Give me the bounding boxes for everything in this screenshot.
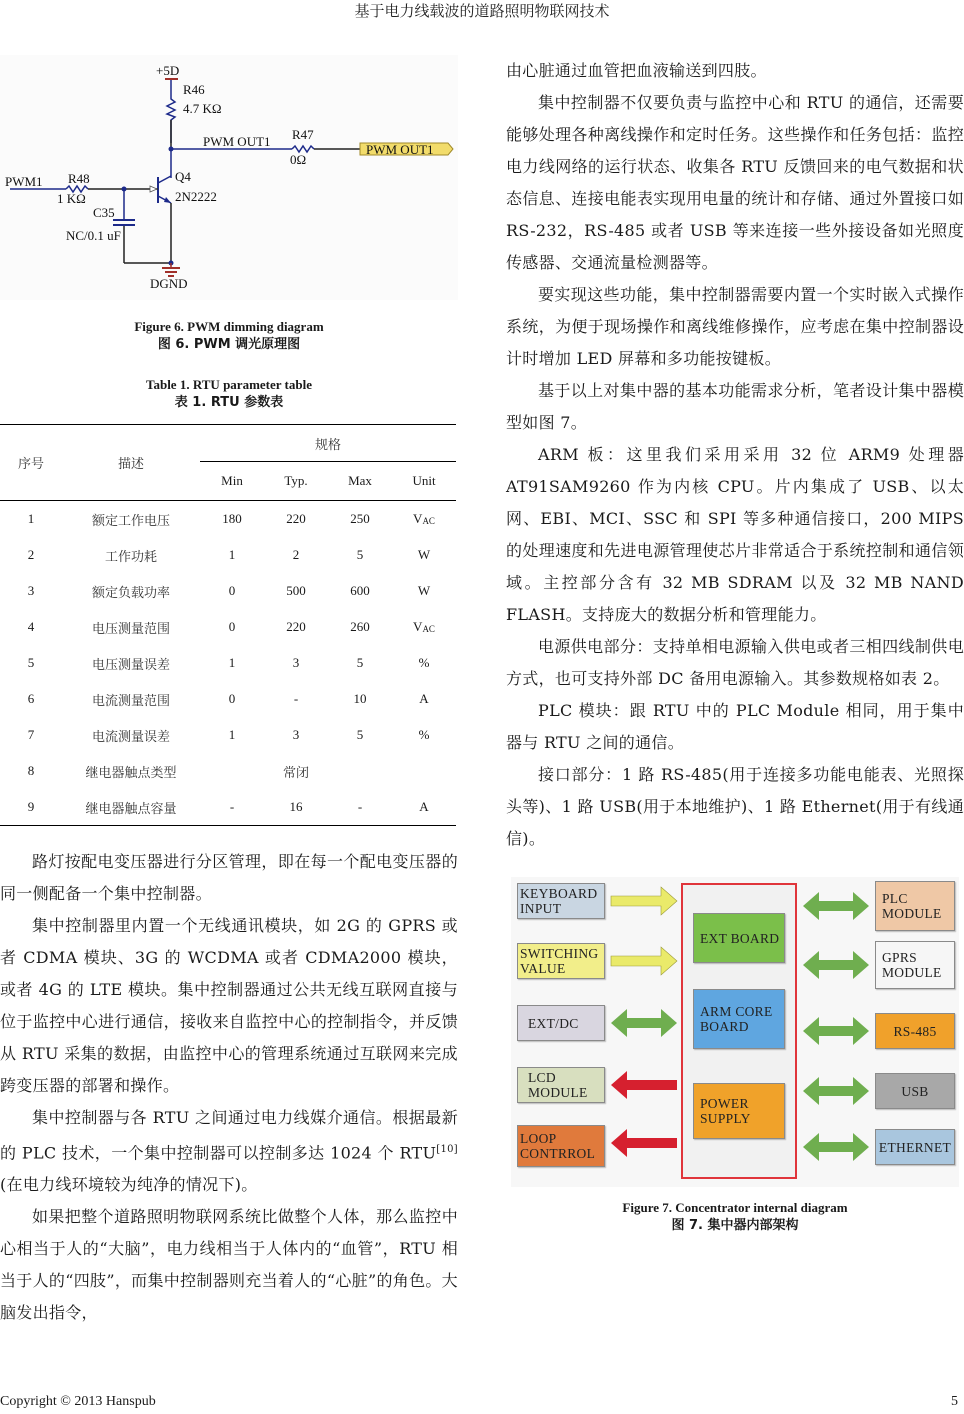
cell-max: 5 — [356, 727, 364, 742]
q4-name: Q4 — [175, 169, 191, 184]
center-block-arm-core — [693, 989, 785, 1049]
block-label-line: ARM CORE — [700, 1004, 773, 1019]
right-column — [506, 55, 964, 1235]
table1-caption-zh: 表 1. RTU 参数表 — [174, 395, 284, 410]
unit-main: V — [413, 511, 423, 526]
block-label-line: INPUT — [520, 901, 562, 916]
block-label-line: SUPPLY — [700, 1111, 751, 1126]
cell-max: 260 — [350, 619, 370, 634]
citation-ref[interactable]: [10] — [436, 1144, 458, 1155]
cell-desc: 额定负载功率 — [91, 585, 170, 601]
block-label-line: MODULE — [528, 1085, 588, 1100]
r46-value: 4.7 KΩ — [183, 101, 222, 116]
cell-typ: 220 — [286, 511, 306, 526]
block-label-line: LCD — [528, 1070, 556, 1085]
unit-main: A — [419, 691, 429, 706]
cell-index: 3 — [27, 583, 35, 598]
cell-typ: 3 — [292, 655, 300, 670]
c35-value: NC/0.1 uF — [66, 228, 121, 243]
rtu-parameter-table — [0, 424, 456, 826]
figure7-caption — [506, 1199, 964, 1235]
cell-unit — [392, 573, 456, 609]
paragraph: 接口部分：1 路 RS-485(用于连接多功能电能表、光照探头等)、1 路 USB(用于本地维护)、1 路 Ethernet(用于有线通信)。 — [506, 765, 964, 848]
block-label-line: LOOP — [520, 1131, 557, 1146]
cell-typ: 220 — [286, 619, 306, 634]
paragraph: 基于以上对集中器的基本功能需求分析，笔者设计集中器模型如图 7。 — [506, 381, 964, 432]
header-index: 序号 — [0, 425, 62, 501]
cell-unit — [392, 681, 456, 717]
cell-min: - — [200, 789, 264, 826]
table-row — [0, 717, 456, 753]
right-block-usb — [875, 1073, 955, 1109]
block-label-line: EXT/DC — [528, 1015, 579, 1031]
r48-name: R48 — [68, 171, 90, 186]
port-label: PWM OUT1 — [366, 142, 434, 157]
block-label-line: MODULE — [882, 965, 942, 980]
copyright: Copyright © 2013 Hanspub — [0, 1394, 156, 1409]
block-label-line: PLC — [882, 891, 908, 906]
cell-index: 1 — [27, 511, 35, 526]
text-span: 集中控制器与各 RTU 之间通过电力线媒介通信。根据最新的 PLC 技术，一个集中控制器可以控制多达 1024 个 RTU — [0, 1108, 458, 1163]
left-block-loop — [517, 1125, 605, 1167]
center-block-ext-board — [693, 913, 785, 963]
block-label — [700, 931, 779, 946]
header-desc: 描述 — [62, 425, 200, 501]
q4-part: 2N2222 — [175, 189, 217, 204]
cell-typ: 500 — [286, 583, 306, 598]
cell-index: 4 — [27, 619, 35, 634]
cell-min: 1 — [228, 727, 236, 742]
block-label-line: EXT BOARD — [700, 930, 780, 946]
header-typ: Typ. — [264, 462, 328, 501]
cell-max: 10 — [353, 691, 367, 706]
table-row — [0, 681, 456, 717]
cell-desc: 电流测量误差 — [91, 729, 170, 745]
cell-unit — [392, 609, 456, 645]
block-label — [700, 1004, 773, 1034]
unit-main: A — [419, 799, 429, 814]
text-span: (在电力线环境较为纯净的情况下)。 — [0, 1175, 258, 1195]
left-block-switching — [517, 943, 605, 979]
cell-min: 0 — [228, 619, 236, 634]
arrow-bidirectional-icon — [803, 892, 869, 920]
cell-index: 2 — [27, 547, 35, 562]
paragraph: 路灯按配电变压器进行分区管理，即在每一个配电变压器的同一侧配备一个集中控制器。 — [0, 852, 458, 903]
left-block-lcd — [517, 1067, 605, 1103]
figure6-caption-zh: 图 6. PWM 调光原理图 — [157, 337, 301, 352]
block-label-line: ETHERNET — [878, 1139, 952, 1155]
cell-max: 5 — [356, 547, 364, 562]
paragraph: 集中控制器里内置一个无线通讯模块，如 2G 的 GPRS 或者 CDMA 模块、3G 的 WCDMA 或者 CDMA2000 模块，或者 4G 的 LTE 模块。集中控制器通过公共无线互联网直接与位于监控中心进行通信，接收来自监控中心的控制指令，并反馈从 RTU 采集的数据，由监控中心的管理系统通过互联网来完成跨变压器的部署和操作。 — [0, 916, 458, 1095]
block-label — [879, 1140, 951, 1155]
cell-unit — [392, 501, 456, 538]
block-label — [700, 1096, 751, 1126]
figure7-caption-zh: 图 7. 集中器内部架构 — [671, 1218, 799, 1233]
left-body-text — [0, 846, 458, 1329]
unit-main: W — [417, 547, 431, 562]
table-row — [0, 537, 456, 573]
table-row — [0, 645, 456, 681]
cell-typ: - — [293, 691, 299, 706]
concentrator-block-diagram — [511, 877, 959, 1187]
r47-value: 0Ω — [290, 152, 307, 167]
paragraph: 要实现这些功能，集中控制器需要内置一个实时嵌入式操作系统，为便于现场操作和离线维修操作，应考虑在集中控制器设计时增加 LED 屏幕和多功能按键板。 — [506, 285, 964, 368]
right-block-ethernet — [875, 1129, 955, 1165]
table1-caption-en: Table 1. RTU parameter table — [145, 377, 312, 392]
header-unit: Unit — [392, 462, 456, 501]
left-block-ext-dc — [517, 1005, 605, 1041]
unit-main: V — [413, 619, 423, 634]
table-row — [0, 753, 456, 789]
circuit-schematic — [0, 55, 458, 300]
block-label-line: VALUE — [520, 961, 566, 976]
arrow-out-icon — [611, 1071, 677, 1099]
arrow-bidirectional-icon — [803, 1017, 869, 1045]
arrow-bidirectional-icon — [803, 1133, 869, 1161]
c35-name: C35 — [93, 205, 115, 220]
figure7-caption-en: Figure 7. Concentrator internal diagram — [622, 1200, 848, 1215]
table-row — [0, 501, 456, 538]
block-label-line: GPRS — [882, 950, 917, 965]
r48-value: 1 KΩ — [57, 191, 86, 206]
header-min: Min — [200, 462, 264, 501]
arrow-bidirectional-icon — [803, 1077, 869, 1105]
unit-main: W — [417, 583, 431, 598]
block-label-line: BOARD — [700, 1019, 749, 1034]
cell-desc: 电流测量范围 — [91, 693, 170, 709]
cell-min: 0 — [228, 691, 236, 706]
cell-index: 6 — [27, 691, 35, 706]
cell-index: 9 — [0, 789, 62, 826]
cell-index: 5 — [27, 655, 35, 670]
net-label: PWM OUT1 — [203, 134, 271, 149]
block-label-line: CONTRROL — [520, 1146, 596, 1161]
cell-desc: 额定工作电压 — [91, 513, 170, 529]
header-spec: 规格 — [200, 425, 456, 462]
running-header: 基于电力线载波的道路照明物联网技术 — [354, 2, 610, 20]
left-column — [0, 55, 458, 1329]
block-label — [901, 1084, 928, 1099]
table1-caption — [0, 376, 458, 412]
cell-unit — [392, 645, 456, 681]
cell-min: 0 — [228, 583, 236, 598]
cell-unit — [392, 717, 456, 753]
arrow-in-icon — [611, 947, 677, 975]
cell-typ: 16 — [264, 789, 328, 826]
cell-unit — [392, 789, 456, 826]
center-block-power — [693, 1083, 785, 1139]
unit-subscript: AC — [422, 624, 435, 634]
cell-desc: 工作功耗 — [104, 549, 157, 565]
left-block-keyboard — [517, 883, 605, 919]
arrow-bidirectional-icon — [611, 1009, 677, 1037]
cell-desc: 继电器触点类型 — [85, 765, 177, 781]
right-block-gprs — [875, 941, 955, 989]
cell-max: 250 — [350, 511, 370, 526]
cell-min: 180 — [222, 511, 242, 526]
cell-unit — [392, 537, 456, 573]
paragraph: 集中控制器不仅要负责与监控中心和 RTU 的通信，还需要能够处理各种离线操作和定时任务。这些操作和任务包括：监控电力线网络的运行状态、收集各 RTU 反馈回来的电气数据和状态信息、连接电能表实现用电量的统计和存储、通过外置接口如 RS-232，RS-485 或者 USB 等来连接一些外接设备如光照度传感器、交通流量检测器等。 — [506, 93, 964, 272]
block-label — [882, 950, 942, 980]
cell-max: 5 — [356, 655, 364, 670]
vcc-label: +5D — [156, 63, 180, 78]
paragraph: 如果把整个道路照明物联网系统比做整个人体，那么监控中心相当于人的“大脑”，电力线相当于人体内的“血管”，RTU 相当于人的“四肢”，而集中控制器则充当着人的“心脏”的角色。大脑发出指令， — [0, 1207, 458, 1323]
right-block-plc — [875, 881, 955, 931]
pwm-input-label: PWM1 — [5, 174, 43, 189]
paragraph — [0, 1102, 458, 1201]
gnd-label: DGND — [150, 276, 188, 291]
cell-max: 600 — [350, 583, 370, 598]
table-row — [0, 573, 456, 609]
cell-min: 1 — [228, 547, 236, 562]
header-max: Max — [328, 462, 392, 501]
figure7 — [506, 877, 964, 1235]
block-label-line: POWER — [700, 1096, 749, 1111]
arrow-bidirectional-icon — [803, 951, 869, 979]
block-label — [882, 891, 942, 921]
cell-desc: 电压测量误差 — [91, 657, 170, 673]
unit-subscript: AC — [422, 516, 435, 526]
block-label — [528, 1070, 588, 1100]
table-row — [0, 789, 456, 826]
paragraph: 电源供电部分：支持单相电源输入供电或者三相四线制供电方式，也可支持外部 DC 备用电源输入。其参数规格如表 2。 — [506, 637, 964, 688]
cell-min: 1 — [228, 655, 236, 670]
unit-main: % — [418, 727, 430, 742]
page-number: 5 — [951, 1394, 958, 1409]
cell-desc: 继电器触点容量 — [62, 789, 200, 826]
q4-collector — [158, 176, 171, 183]
cell-merged-spec: 常闭 — [282, 765, 309, 781]
r47-name: R47 — [292, 127, 314, 142]
cell-index: 8 — [27, 763, 35, 778]
block-label — [528, 1016, 579, 1031]
paragraph: PLC 模块：跟 RTU 中的 PLC Module 相同，用于集中器与 RTU 之间的通信。 — [506, 701, 964, 752]
block-label — [520, 1131, 595, 1161]
block-label-line: RS-485 — [893, 1023, 937, 1039]
block-label-line: USB — [901, 1083, 929, 1099]
cell-typ: 2 — [292, 547, 300, 562]
cell-typ: 3 — [292, 727, 300, 742]
block-label-line: KEYBOARD — [520, 886, 598, 901]
block-label — [520, 946, 598, 976]
arrow-in-icon — [611, 887, 677, 915]
block-label-line: MODULE — [882, 906, 942, 921]
arrow-out-icon — [611, 1129, 677, 1157]
cell-max: - — [328, 789, 392, 826]
emitter-arrow — [164, 197, 171, 203]
cell-index: 7 — [27, 727, 35, 742]
unit-main: % — [418, 655, 430, 670]
pwm-dimming-circuit — [0, 55, 458, 300]
paragraph: ARM 板：这里我们采用采用 32 位 ARM9 处理器 AT91SAM9260 作为内核 CPU。片内集成了 USB、以太网、EBI、MCI、SSC 和 SPI 等多种通信接口，200 MIPS 的处理速度和先进电源管理使芯片非常适合于系统控制和通信领域。主控部分含有 32 MB SDRAM 以及 32 MB NAND FLASH。支持庞大的数据分析和管理能力。 — [506, 445, 964, 624]
paragraph: 由心脏通过血管把血液输送到四肢。 — [506, 61, 767, 80]
r46-name: R46 — [183, 82, 205, 97]
cell-desc: 电压测量范围 — [91, 621, 170, 637]
base-arrow — [150, 186, 157, 192]
figure6-caption — [0, 318, 458, 354]
table-body — [0, 501, 456, 826]
figure6-caption-en: Figure 6. PWM dimming diagram — [134, 319, 324, 334]
table-row — [0, 609, 456, 645]
block-label — [893, 1024, 936, 1039]
cell-unit — [392, 753, 456, 789]
right-block-rs-485 — [875, 1013, 955, 1049]
block-label — [520, 886, 597, 916]
block-label-line: SWITCHING — [520, 946, 599, 961]
